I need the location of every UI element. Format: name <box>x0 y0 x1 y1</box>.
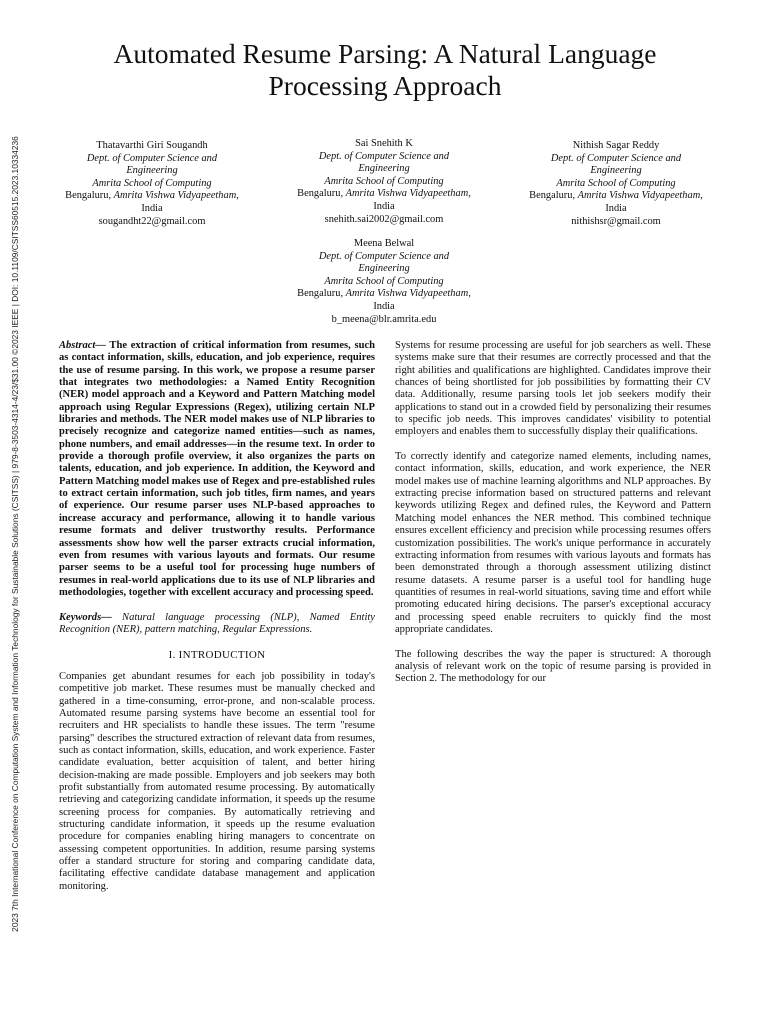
author-name: Meena Belwal <box>353 238 415 249</box>
intro-paragraph: Companies get abundant resumes for each job possibility in today's competitive job market. These resumes must be manually checked and gathered in a time-consuming, error-prone, and non-scalable process. Automated resume parsing systems have become an essential tool for recruiters and HR specialists to handle these issues. The term "resume parsing" describes the structured extraction of relevant data from resumes, such as contact information, skills, education, and work experience. Faster candidate evaluation, better acquisition of talent, and better hiring decision-making are made possible. Employers and job seekers may both profit substantially from automated resume processing. By automatically retrieving and categorizing candidate information, it speeds up the resume screening process for companies. By automatically retrieving and structuring candidate information, it speeds up the resume evaluation procedure for companies enabling hiring managers to concentrate on assessing competent opportunities. In addition, resume parsing systems offer a standard structure for storing and comparing candidate data, facilitating effective candidate database management and application monitoring. <box>59 670 375 892</box>
abstract-text: The extraction of critical information from resumes, such as contact information, skills, education, and job experience, requires the use of resume parsing. In this work, we propose a resume parser that integrates two methodologies: a Named Entity Recognition (NER) model approach and a Keyword and Pattern Matching model approach using Regular Expressions (Regex), utilizing certain NLP libraries and methods. The NER model makes use of NLP libraries to precisely recognize and categorize named entities—such as names, phone numbers, and email addresses—in the resume text. In order to provide a thorough profile overview, it also organizes the parts on talents, education, and job experience. In addition, the Keyword and Pattern Matching model makes use of Regex and pre-established rules to extract certain information, such job titles, firm names, and years of experience. Our resume parser uses NLP-based approaches to increase accuracy and performance, allowing it to handle various resume formats and deliver trustworthy results. Performance assessments show how well the parser extracts crucial information, even from resumes with various layouts and formats. Our resume parser seems to be a useful tool for processing huge numbers of resumes in real-world applications due to its use of NLP libraries and methodologies, together with excellent accuracy and processing speed. <box>59 340 375 598</box>
author-email: snehith.sai2002@gmail.com <box>324 213 444 225</box>
author-name: Sai Snehith K <box>355 138 413 149</box>
keywords-text: Natural language processing (NLP), Named Entity Recognition (NER), pattern matching, Regular Expressions. <box>59 611 375 635</box>
abstract-label: Abstract— <box>59 340 106 351</box>
author-name: Thatavarthi Giri Sougandh <box>96 140 208 151</box>
doi-sidebar <box>4 110 26 958</box>
author-block-4 <box>294 238 474 326</box>
author-school: Amrita School of Computing <box>324 275 444 287</box>
keywords <box>59 612 375 637</box>
author-block-1 <box>62 140 242 228</box>
author-location: Bengaluru, Amrita Vishwa Vidyapeetham, India <box>65 190 239 214</box>
author-location: Bengaluru, Amrita Vishwa Vidyapeetham, India <box>297 188 471 212</box>
abstract <box>59 340 375 599</box>
author-email: sougandht22@gmail.com <box>98 215 206 227</box>
author-email: b_meena@blr.amrita.edu <box>331 313 437 325</box>
author-location: Bengaluru, Amrita Vishwa Vidyapeetham, India <box>297 288 471 312</box>
keywords-label: Keywords— <box>59 611 112 623</box>
author-location: Bengaluru, Amrita Vishwa Vidyapeetham, India <box>529 190 703 214</box>
doi-sidebar-text: 2023 7th International Conference on Computation System and Information Technology for Sustainable Solutions (CSITSS) | 979-8-3503-4314-4/23/$31.00 ©2023 IEEE | DOI: 10.1109/CSITSS60515.2023.10334236 <box>10 136 20 932</box>
author-school: Amrita School of Computing <box>92 177 212 189</box>
intro-paragraph: Systems for resume processing are useful for job searchers as well. These systems make sure that their resumes are correctly processed and that the right abilities and qualifications are highlighted. Candidates improve their chances of being shortlisted for job possibilities by formatting their CV data. Additionally, resume parsing tools let job seekers modify their applications to stand out in a crowded field by personalizing their resumes to specific job needs. This improves candidates' visibility to potential employers and enables them to successfully display their qualifications. <box>395 340 711 438</box>
author-dept: Dept. of Computer Science and Engineering <box>318 250 450 275</box>
author-block-3 <box>526 140 706 228</box>
author-dept: Dept. of Computer Science and Engineering <box>550 152 682 177</box>
author-name: Nithish Sagar Reddy <box>572 140 660 151</box>
right-column <box>395 340 711 698</box>
section-heading-introduction: I. INTRODUCTION <box>168 648 266 661</box>
paper-title: Automated Resume Parsing: A Natural Language Processing Approach <box>113 38 657 101</box>
left-column <box>59 340 375 905</box>
author-block-2 <box>294 138 474 226</box>
author-email: nithishsr@gmail.com <box>571 215 661 227</box>
intro-paragraph: To correctly identify and categorize named elements, including names, contact information, skills, education, and work experience, the NER model makes use of machine learning algorithms and NLP approaches. By extracting precise information based on structured patterns and relevant keywords utilizing Regex and defined rules, the Keyword and Pattern Matching model enhances the NER method. This combined technique ensures excellent efficiency and precision while processing resumes offers customization possibilities. The work's unique performance in accurately extracting information from resumes with various layouts and formats has been demonstrated through a thorough assessment utilizing distinct resume datasets. A resume parser is a useful tool for handling huge quantities of resumes in real-world situations, saving time and effort while promoting educated hiring decisions. The parser's exceptional accuracy and processing speed enable recruiters to quickly find the most appropriate candidates. <box>395 451 711 635</box>
author-school: Amrita School of Computing <box>324 175 444 187</box>
author-school: Amrita School of Computing <box>556 177 676 189</box>
intro-paragraph: The following describes the way the paper is structured: A thorough analysis of relevant work on the topic of resume parsing is provided in Section 2. The methodology for our <box>395 648 711 685</box>
author-dept: Dept. of Computer Science and Engineering <box>86 152 218 177</box>
author-dept: Dept. of Computer Science and Engineering <box>318 150 450 175</box>
